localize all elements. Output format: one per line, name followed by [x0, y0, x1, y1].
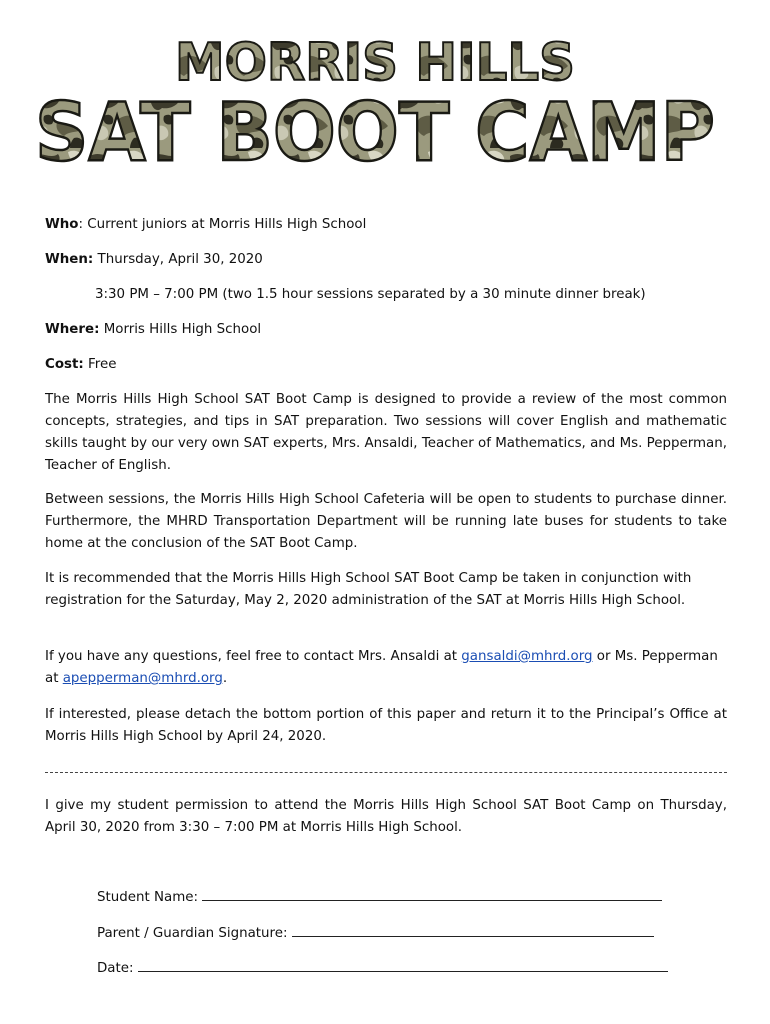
- guardian-signature-field[interactable]: [292, 922, 654, 937]
- guardian-signature-label: Parent / Guardian Signature:: [97, 926, 292, 941]
- banner-line-2: SAT BOOT CAMP: [35, 86, 715, 178]
- contact-paragraph: [45, 646, 727, 690]
- detach-divider: [45, 772, 727, 773]
- instructions-paragraph: If interested, please detach the bottom portion of this paper and return it to the Principal’s Office at Morris Hills High School by April 24, 2020.: [45, 707, 727, 744]
- date-row: [97, 957, 668, 978]
- student-name-row: [97, 886, 662, 907]
- date-field[interactable]: [138, 957, 668, 972]
- date-label: Date:: [97, 961, 138, 976]
- student-name-label: Student Name:: [97, 890, 203, 905]
- cost-label: Cost:: [45, 357, 84, 372]
- banner-line-1: MORRIS HILLS: [175, 33, 575, 93]
- recommendation-paragraph: It is recommended that the Morris Hills High School SAT Boot Camp be taken in conjunction with registration for the Saturday, May 2, 2020 administration of the SAT at Morris Hills High School.: [45, 571, 692, 608]
- cost-value: Free: [83, 357, 117, 372]
- description-paragraph: The Morris Hills High School SAT Boot Camp is designed to provide a review of the most common concepts, strategies, and tips in SAT preparation. Two sessions will cover English and mathematic skills taught by our very own SAT experts, Mrs. Ansaldi, Teacher of Mathematics, and Ms. Pepperman, Teacher of English.: [45, 392, 727, 473]
- when-row: [45, 251, 263, 269]
- when-label: When:: [45, 252, 94, 267]
- ansaldi-email-link[interactable]: gansaldi@mhrd.org: [461, 649, 593, 664]
- banner-logo: [30, 28, 720, 178]
- guardian-signature-row: [97, 922, 654, 943]
- contact-text-start: If you have any questions, feel free to contact Mrs. Ansaldi at: [45, 649, 462, 664]
- who-row: [45, 216, 366, 234]
- pepperman-email-link[interactable]: apepperman@mhrd.org: [62, 671, 223, 686]
- who-label: Who: [45, 217, 79, 232]
- contact-text-middle: or Ms. Pepperman at: [45, 649, 718, 686]
- who-value: : Current juniors at Morris Hills High School: [78, 217, 367, 232]
- when-value: Thursday, April 30, 2020: [93, 252, 263, 267]
- permission-statement: I give my student permission to attend the Morris Hills High School SAT Boot Camp on Thursday, April 30, 2020 from 3:30 – 7:00 PM at Morris Hills High School.: [45, 798, 727, 835]
- time-row: 3:30 PM – 7:00 PM (two 1.5 hour sessions separated by a 30 minute dinner break): [95, 287, 646, 302]
- student-name-field[interactable]: [202, 886, 662, 901]
- cost-row: [45, 356, 116, 374]
- where-label: Where:: [45, 322, 100, 337]
- where-value: Morris Hills High School: [99, 322, 262, 337]
- contact-text-end: .: [222, 671, 228, 686]
- where-row: [45, 321, 261, 339]
- dinner-paragraph: Between sessions, the Morris Hills High School Cafeteria will be open to students to purchase dinner. Furthermore, the MHRD Transportation Department will be running late buses for students to take home at the conclusion of the SAT Boot Camp.: [45, 492, 727, 551]
